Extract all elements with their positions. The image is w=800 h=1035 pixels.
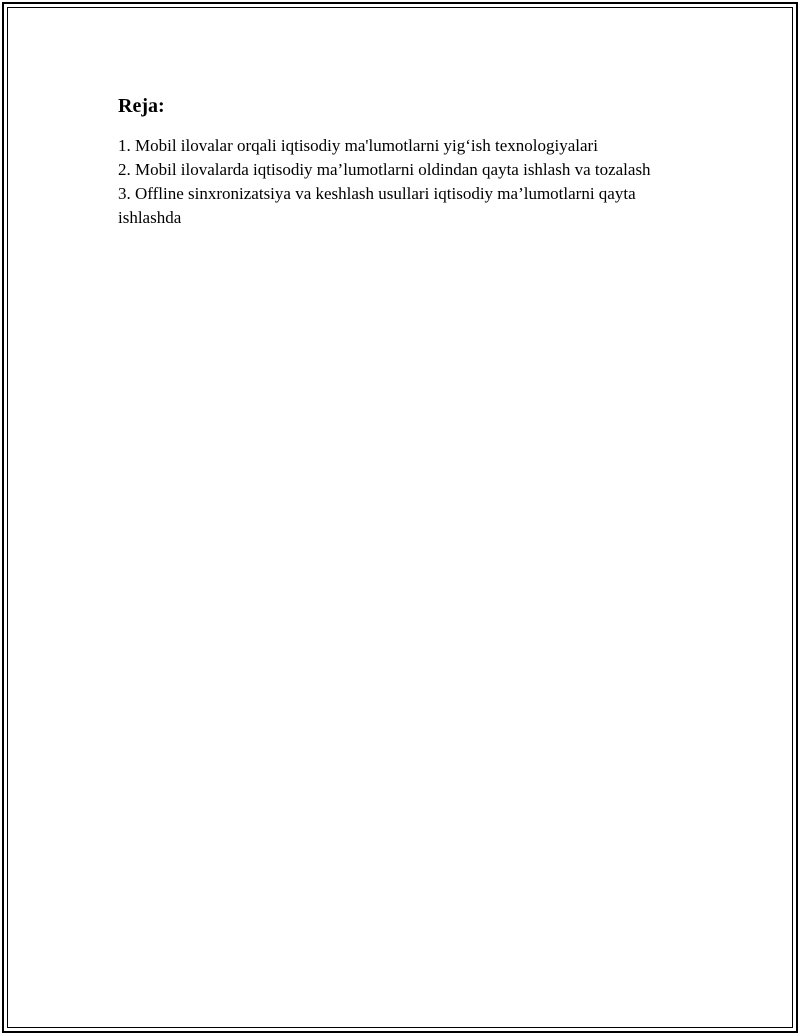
plan-item-1: 1. Mobil ilovalar orqali iqtisodiy ma'lumotlarni yig‘ish texnologiyalari xyxy=(118,136,598,155)
document-heading: Reja: xyxy=(118,95,165,117)
plan-list xyxy=(118,134,678,230)
document-body xyxy=(118,92,678,230)
plan-item-3: 3. Offline sinxronizatsiya va keshlash usullari iqtisodiy ma’lumotlarni qayta ishlashda xyxy=(118,184,636,227)
plan-item-2: 2. Mobil ilovalarda iqtisodiy ma’lumotlarni oldindan qayta ishlash va tozalash xyxy=(118,160,651,179)
